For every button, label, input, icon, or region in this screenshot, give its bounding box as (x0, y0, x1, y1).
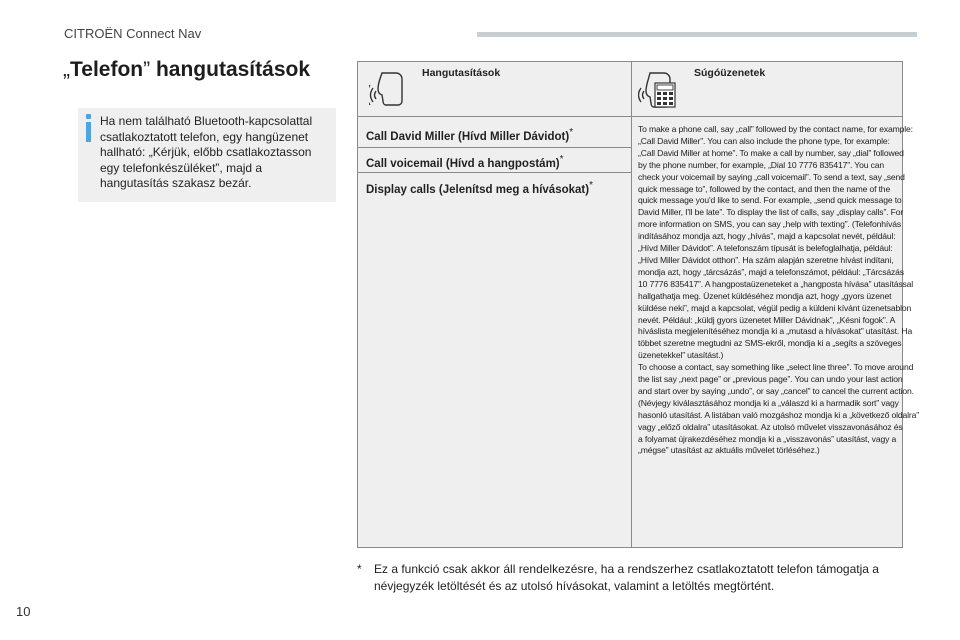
page-number: 10 (16, 604, 31, 619)
footnote-text: Ez a funkció csak akkor áll rendelkezésre, ha a rendszerhez csatlakoztatott telefon támogatja a névjegyzék letöltését és az utolsó hívásokat, valamint a letöltés megtörtént. (374, 562, 879, 593)
table-row-divider (357, 147, 631, 148)
title-word: Telefon (70, 58, 144, 81)
help-message-text: To make a phone call, say „call” followed by the contact name, for example: „Call David Miller”. You can also include the phone type, for example: „Call David Miller at home”. To make a call by number, say „dial” followed by the phone number, for example, „Dial 10 7776 835417”. You can check your voicemail by saying „call voicemail”. To send a text, say „send quick message to”, followed by the contact, and then the name of the quick message you'd like to send. For example, „send quick message to David Miller, I'll be late”. To display the list of calls, say „display calls”. For more information on SMS, you can say „help with texting”. (Telefonhívás indításához mondja azt, hogy „hívás”, majd a kapcsolat nevét, például: „Hívd Miller Dávidot”. A telefonszám típusát is belefoglalhatja, például: „Hívd Miller Dávidot otthon”. Ha szám alapján szeretne hívást indítani, mondja azt, hogy „tárcsázás”, majd a telefonszámot, például: „Tárcsázás 10 7776 835417”. A hangpostaüzeneteket a „hangposta hívása” utasítással hallgathatja meg. Üzenet küldéséhez mondja azt, hogy „gyors üzenet küldése neki”, majd a kapcsolat, végül pedig a küldeni kívánt üzenetsablon nevét. Például: „küldj gyors üzenetet Miller Dávidnak”, „Késni fogok”. A híváslista megjelenítéséhez mondja ki a „mutasd a hívásokat” utasítást. Ha többet szeretne megtudni az SMS-ekről, mondja ki a „segíts a szöveges üzenetekkel” utasítást.) To choose a contact, say something like „select line three”. To move around the list say „next page” or „previous page”. You can undo your last action and start over by saying „undo”, or say „cancel” to cancel the current action. (Névjegy kiválasztásához mondja ki a „válaszd ki a harmadik sort” vagy hasonló utasítást. A listában való mozgáshoz mondja ki a „következő oldalra” vagy „előző oldalra” utasításokat. Az utolsó művelet visszavonásához és a folyamat újrakezdéséhez mondja ki a „visszavonás” utasítást, vagy a „mégse” utasítást az aktuális művelet törléséhez.) (638, 124, 919, 456)
section-title (63, 58, 310, 82)
footnote-mark: * (357, 562, 362, 576)
table-column-divider (631, 61, 632, 548)
title-close-quote: ” (143, 58, 151, 81)
title-suffix: hangutasítások (155, 58, 311, 81)
command-call-voicemail: Call voicemail (Hívd a hangpostám)* (366, 154, 564, 170)
command-display-calls: Display calls (Jelenítsd meg a hívásokat)* (366, 180, 593, 196)
column-header-help-messages: Súgóüzenetek (694, 67, 766, 79)
command-call-contact: Call David Miller (Hívd Miller Dávidot)* (366, 127, 574, 143)
table-header-divider (357, 116, 903, 117)
info-text: Ha nem található Bluetooth-kapcsolattal csatlakoztatott telefon, egy hangüzenet hallható: „Kérjük, előbb csatlakoztasson egy telefonkészüléket”, majd a hangutasítás szakasz bezár. (100, 114, 313, 191)
title-open-quote: „ (63, 58, 70, 81)
header-rule (477, 32, 917, 37)
info-icon (86, 114, 92, 142)
voice-message-icon (638, 69, 678, 113)
voice-command-icon (369, 69, 405, 109)
table-row-divider (357, 172, 631, 173)
running-header-brand: CITROËN Connect Nav (64, 26, 202, 41)
column-header-voice-commands: Hangutasítások (422, 67, 501, 79)
